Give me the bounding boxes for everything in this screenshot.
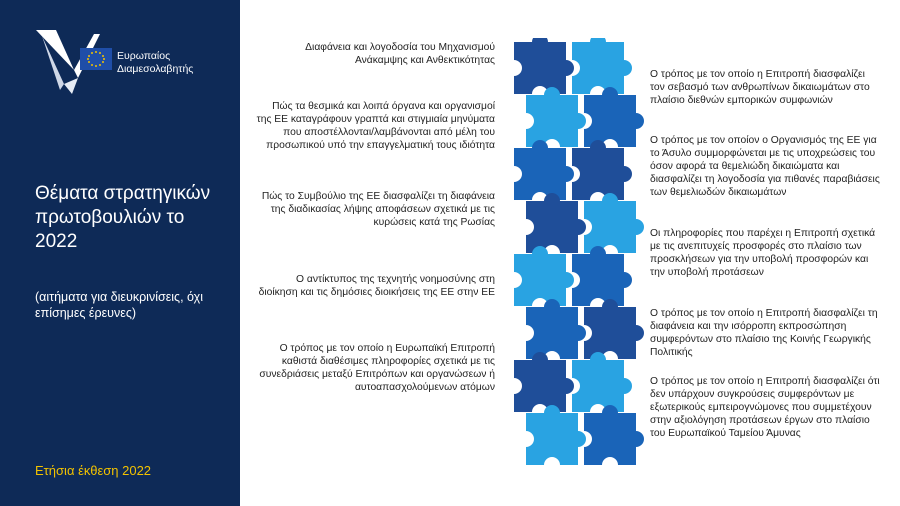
brand-name	[117, 50, 193, 76]
brand-name-line2: Διαμεσολαβητής	[117, 63, 194, 75]
puzzle-graphic	[508, 38, 644, 486]
puzzle-piece	[514, 352, 574, 412]
annual-report-label: Ετήσια έκθεση 2022	[35, 463, 152, 478]
puzzle-piece	[572, 38, 632, 94]
puzzle-piece	[526, 299, 586, 359]
page-title: Θέματα στρατηγικών πρωτοβουλιών το 2022	[35, 183, 211, 252]
ombudsman-logo	[34, 28, 224, 100]
left-item-3: Πώς το Συμβούλιο της ΕΕ διασφαλίζει τη διαφάνεια της διαδικασίας λήψης αποφάσεων σχετικά με τις κυρώσεις κατά της Ρωσίας	[261, 191, 495, 228]
page-subtitle: (αιτήματα για διευκρινίσεις, όχι επίσημες έρευνες)	[35, 290, 203, 320]
puzzle-piece	[572, 140, 632, 200]
puzzle-piece	[514, 140, 574, 200]
left-item-4: Ο αντίκτυπος της τεχνητής νοημοσύνης στη διοίκηση και τις δημόσιες διοικήσεις της ΕΕ στην ΕΕ	[258, 274, 495, 298]
puzzle-piece	[584, 405, 644, 465]
puzzle-piece	[572, 246, 632, 306]
sidebar	[0, 0, 240, 506]
ombudsman-emblem-icon	[34, 28, 116, 98]
puzzle-piece	[584, 193, 644, 253]
right-item-3: Οι πληροφορίες που παρέχει η Επιτροπή σχετικά με τις ανεπιτυχείς προσφορές στο πλαίσιο των προσκλήσεων για την υποβολή προσφορών και την υποβολή προτάσεων	[650, 228, 876, 278]
left-item-5: Ο τρόπος με τον οποίο η Ευρωπαϊκή Επιτροπή καθιστά διαθέσιμες πληροφορίες σχετικά με τις συνεδριάσεις μεταξύ Επιτρόπων και οργανώσεων ή αυτοαπασχολούμενων ατόμων	[259, 343, 495, 393]
brand-name-line1: Ευρωπαίος	[117, 50, 171, 62]
right-item-1: Ο τρόπος με τον οποίο η Επιτροπή διασφαλίζει τον σεβασμό των ανθρωπίνων δικαιωμάτων στο πλαίσιο διεθνών εμπορικών συμφωνιών	[650, 69, 870, 106]
puzzle-piece	[526, 405, 586, 465]
main-content	[240, 0, 900, 506]
puzzle-piece	[514, 246, 574, 306]
puzzle-piece	[584, 87, 644, 147]
puzzle-piece	[514, 38, 574, 94]
puzzle-piece	[526, 87, 586, 147]
left-item-1: Διαφάνεια και λογοδοσία του Μηχανισμού Ανάκαμψης και Ανθεκτικότητας	[305, 42, 495, 66]
right-item-2: Ο τρόπος με τον οποίον ο Οργανισμός της ΕΕ για το Άσυλο συμμορφώνεται με τις υποχρεώσεις του όσον αφορά τα θεμελιώδη δικαιώματα και διασφαλίζει τη λογοδοσία για πιθανές παραβιάσεις των θεμελιωδών δικαιωμάτων	[650, 135, 880, 198]
puzzle-piece	[526, 193, 586, 253]
puzzle-piece	[572, 352, 632, 412]
right-item-5: Ο τρόπος με τον οποίο η Επιτροπή διασφαλίζει ότι δεν υπάρχουν συγκρούσεις συμφερόντων με εξωτερικούς εμπειρογνώμονες που συμμετέχουν στην αξιολόγηση προτάσεων έργων στο πλαίσιο του Ευρωπαϊκού Ταμείου Άμυνας	[650, 376, 880, 439]
puzzle-piece	[584, 299, 644, 359]
right-item-4: Ο τρόπος με τον οποίο η Επιτροπή διασφαλίζει τη διαφάνεια και την ισόρροπη εκπροσώπηση συμφερόντων στο πλαίσιο της Κοινής Γεωργικής Πολιτικής	[650, 308, 878, 358]
left-item-2: Πώς τα θεσμικά και λοιπά όργανα και οργανισμοί της ΕΕ καταγράφουν γραπτά και στιγμιαία μηνύματα που αποστέλλονται/λαμβάνονται από μέλη του προσωπικού υπό την επαγγελματική τους ιδιότητα	[256, 101, 495, 151]
